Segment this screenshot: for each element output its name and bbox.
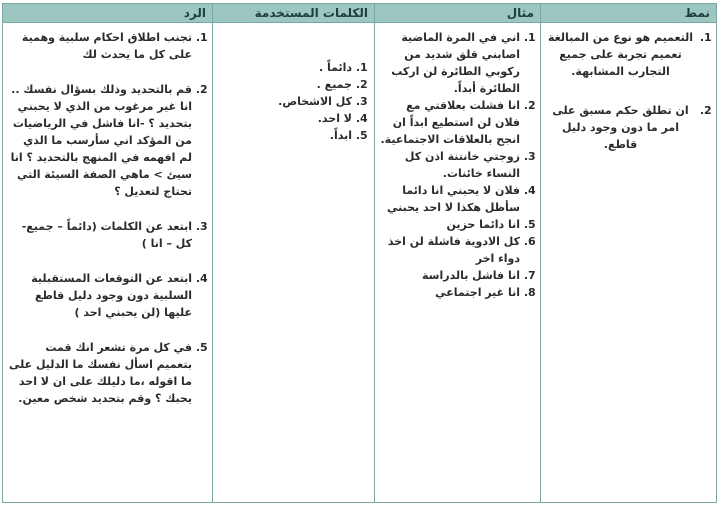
table-body-row: [3, 23, 717, 503]
example-item: 6. كل الادوية فاشلة لن اخذ دواء اخر: [379, 233, 520, 267]
reply-item: 5. في كل مرة تشعر انك قمت بتعميم اسأل نفسك ما الدليل على ما اقوله ،ما دليلك على ان لا احد يحبك ؟ وقم بتحديد شخص معين.: [7, 339, 192, 407]
word-item: 3. كل الاشخاص.: [217, 93, 352, 110]
example-item: 2. انا فشلت بعلاقتي مع فلان لن استطيع ابداً ان انجح بالعلاقات الاجتماعية.: [379, 97, 520, 148]
reply-cell: [3, 23, 213, 503]
example-item: 4. فلان لا يحبني انا دائما سأظل هكذا لا احد يحبني: [379, 182, 520, 216]
words-cell: [213, 23, 375, 503]
example-item: 8. انا غير اجتماعي: [379, 284, 520, 301]
header-type: نمط: [541, 4, 717, 23]
header-reply: الرد: [3, 4, 213, 23]
example-cell: [375, 23, 541, 503]
type-item: 1. التعميم هو نوع من المبالغة تعميم تجربة على جميع التجارب المشابهة.: [545, 29, 696, 80]
reply-item: 2. قم بالتحديد وذلك بسؤال نفسك .. انا غير مرغوب من الذي لا يحبني بتحديد ؟ -انا فاشل في الرياضيات من المؤكد اني سأرسب ما الذي لم افهمه في المنهج بالتحديد ؟ انا سيئ > ماهي الصفة السيئة التي تحتاج لتعديل ؟: [7, 81, 192, 200]
reply-item: 4. ابتعد عن التوقعات المستقبلية السلبية دون وجود دليل قاطع عليها (لن يحبني احد ): [7, 270, 192, 321]
type-cell: [541, 23, 717, 503]
word-item: 2. جميع .: [217, 76, 352, 93]
word-item: 4. لا احد.: [217, 110, 352, 127]
example-item: 7. انا فاشل بالدراسة: [379, 267, 520, 284]
word-item: 5. ابداً.: [217, 127, 352, 144]
example-item: 5. انا دائما حزين: [379, 216, 520, 233]
type-item: 2. ان تطلق حكم مسبق على امر ما دون وجود دليل قاطع.: [545, 102, 696, 153]
reply-item: 3. ابتعد عن الكلمات (دائماً – جميع-كل – انا ): [7, 218, 192, 252]
word-item: 1. دائماً .: [217, 59, 352, 76]
header-words: الكلمات المستخدمة: [213, 4, 375, 23]
example-item: 3. زوجتي خانتنة اذن كل النساء خائنات.: [379, 148, 520, 182]
example-item: 1. اني في المرة الماضية اصابني قلق شديد من ركوبي الطائرة لن اركب الطائرة أبداً.: [379, 29, 520, 97]
cognitive-distortion-table: [2, 3, 717, 503]
reply-item: 1. تجنب اطلاق احكام سلبية وهمية على كل ما يحدث لك: [7, 29, 192, 63]
header-example: مثال: [375, 4, 541, 23]
table-header-row: [3, 4, 717, 23]
